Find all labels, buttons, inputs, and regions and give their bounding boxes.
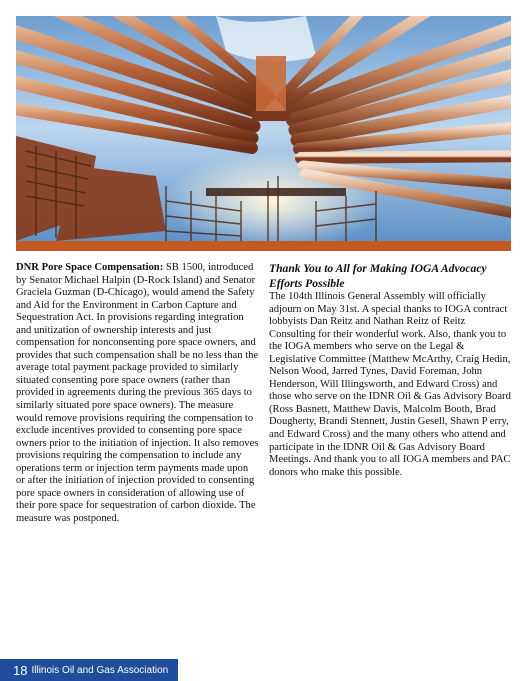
- drilling-rig-illustration: [16, 16, 511, 241]
- publication-name: Illinois Oil and Gas Association: [31, 664, 169, 676]
- page-number: 18: [13, 662, 28, 678]
- article-lead-heading: DNR Pore Space Compensation:: [16, 262, 164, 273]
- article-thank-you: [269, 262, 511, 479]
- article-paragraph: [16, 262, 259, 525]
- page-footer: [0, 659, 178, 681]
- article-body: The 104th Illinois General Assembly will officially adjourn on May 31st. A special thanks to IOGA contract lobbyists Dan Reitz and Nathan Reitz of Reitz Consulting for their wonderful work. Also, thank you to the IOGA members who serve on the Legal & Legislative Committee (Matthew McArthy, Craig Hedin, Nelson Wood, Jarred Tynes, David Foreman, John Henderson, Will Illingsworth, and Edward Cross) and those who serve on the IDNR Oil & Gas Advisory Board (Ross Basnett, Matthew Davis, Malcolm Booth, Brad Dougherty, Brandi Stennett, Justin Gesell, Shawn P erry, and Edward Cross) and the many others who attend and participate in the IDNR Oil & Gas Advisory Board Meetings. And thank you to all IOGA members and PAC donors who make this possible.: [269, 291, 511, 478]
- article-body: SB 1500, introduced by Senator Michael Halpin (D-Rock Island) and Senator Graciela Guzman (D-Chicago), would amend the Safety and Aid for the Environment in Carbon Capture and Sequestration Act. In provisions regarding integration and unitization of ownership interests and just compensation for nonconsenting pore space owners, and provides that such compensation shall be no less than the average total payment package provided to similarly situated consenting pore space owners (rather than provided in agreements during the previous 365 days to similarly situated pore space owners). The measure would remove provisions requiring the compensation to exclude incentives provided to consenting pore space owners prior to the initiation of injection. It also removes provisions requiring the compensation to include any operations term or injection term payments made upon or after the initiation of injection provided to consenting pore space owners in consideration of allowing use of their pore space for sequestration of carbon dioxide. The measure was postponed.: [16, 262, 259, 524]
- drilling-rig-photo: [16, 16, 511, 241]
- article-heading: Thank You to All for Making IOGA Advocacy Efforts Possible: [269, 262, 487, 290]
- orange-divider-bar: [16, 241, 511, 251]
- article-pore-space-compensation: [16, 262, 259, 525]
